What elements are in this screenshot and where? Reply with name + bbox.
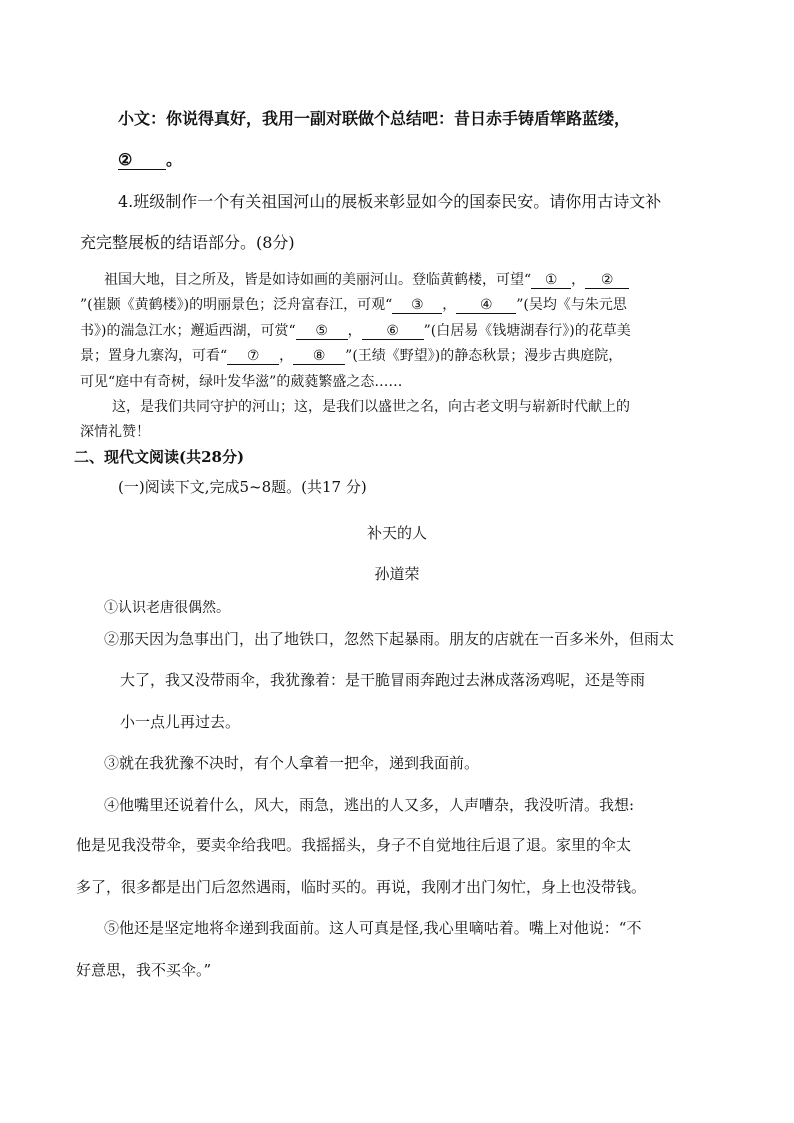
- board-line-4: [80, 345, 622, 365]
- board-text: ”(崔颢《黄鹤楼》)的明丽景色；泛舟富春江，可观“: [80, 297, 393, 313]
- paragraph-1: ①认识老唐很偶然。: [104, 600, 230, 616]
- board-text: 景；置身九寨沟，可看“: [80, 348, 228, 364]
- section-heading: 二、现代文阅读(共28分): [74, 448, 245, 466]
- couplet-end: 。: [166, 150, 183, 169]
- paragraph-3: ③就在我犹豫不决时，有个人拿着一把伞，递到我面前。: [104, 754, 480, 772]
- board-text: ”(白居易《钱塘湖春行》)的花草美: [423, 323, 631, 339]
- board-line-5: 可见“庭中有奇树，绿叶发华滋”的葳蕤繁盛之态……: [80, 374, 403, 390]
- paragraph-2-line-3: 小一点儿再过去。: [120, 713, 241, 731]
- section-subheading: (一)阅读下文,完成5~8题。(共17 分): [118, 478, 367, 496]
- answer-blank-b7: ⑦: [227, 349, 279, 365]
- answer-blank-b8: ⑧: [293, 349, 345, 365]
- board-line-7: 深情礼赞！: [80, 424, 150, 440]
- question-4-line-1: 4.班级制作一个有关祖国河山的展板来彰显如今的国泰民安。请你用古诗文补: [118, 192, 662, 211]
- paragraph-4-line-1: ④他嘴里还说着什么，风大，雨急，逃出的人又多，人声嘈杂，我没听清。我想:: [104, 796, 635, 814]
- board-line-2: [80, 294, 627, 314]
- answer-blank-b1: ①: [531, 273, 571, 289]
- paragraph-5-line-2: 好意思，我不买伞。”: [76, 961, 212, 979]
- answer-blank-b2: ②: [585, 273, 629, 289]
- board-text: ”(王绩《野望》)的静态秋景；漫步古典庭院，: [345, 348, 623, 364]
- board-text: 祖国大地，目之所及，皆是如诗如画的美丽河山。登临黄鹤楼，可望“: [104, 272, 532, 288]
- board-line-3: [80, 320, 631, 340]
- answer-blank-b4: ④: [456, 298, 516, 314]
- board-line-1: [104, 269, 629, 289]
- comma: ，: [347, 323, 362, 339]
- paragraph-4-line-2: 他是见我没带伞，要卖伞给我吧。我摇摇头，身子不自觉地往后退了退。家里的伞太: [76, 836, 632, 854]
- comma: ，: [571, 272, 586, 288]
- couplet-text: 小文：你说得真好，我用一副对联做个总结吧：昔日赤手铸盾筚路蓝缕，: [118, 109, 631, 128]
- answer-blank-b5: ⑤: [296, 324, 348, 340]
- board-text: 书》)的湍急江水；邂逅西湖，可赏“: [80, 323, 296, 339]
- paragraph-2-line-1: ②那天因为急事出门，出了地铁口，忽然下起暴雨。朋友的店就在一百多米外，但雨太: [104, 630, 675, 648]
- comma: ，: [442, 297, 457, 313]
- question-4-line-2: 充完整展板的结语部分。(8分): [80, 233, 295, 252]
- board-text: ”(吴均《与朱元思: [516, 297, 627, 313]
- answer-blank-b6: ⑥: [362, 324, 424, 340]
- article-author: 孙道荣: [374, 565, 420, 583]
- answer-blank-b3: ③: [392, 298, 442, 314]
- article-title: 补天的人: [366, 524, 427, 542]
- couplet-line: [118, 106, 630, 129]
- couplet-answer-line: [118, 147, 182, 170]
- board-line-6: 这，是我们共同守护的河山；这，是我们以盛世之名，向古老文明与崭新时代献上的: [112, 399, 630, 415]
- paragraph-2-line-2: 大了，我又没带雨伞，我犹豫着：是干脆冒雨奔跑过去淋成落汤鸡呢，还是等雨: [120, 671, 646, 689]
- paragraph-5-line-1: ⑤他还是坚定地将伞递到我面前。这人可真是怪,我心里嘀咕着。嘴上对他说：“不: [104, 919, 642, 937]
- comma: ，: [279, 348, 294, 364]
- paragraph-4-line-3: 多了，很多都是出门后忽然遇雨，临时买的。再说，我刚才出门匆忙，身上也没带钱。: [76, 878, 647, 896]
- answer-blank-2: ②: [118, 151, 166, 170]
